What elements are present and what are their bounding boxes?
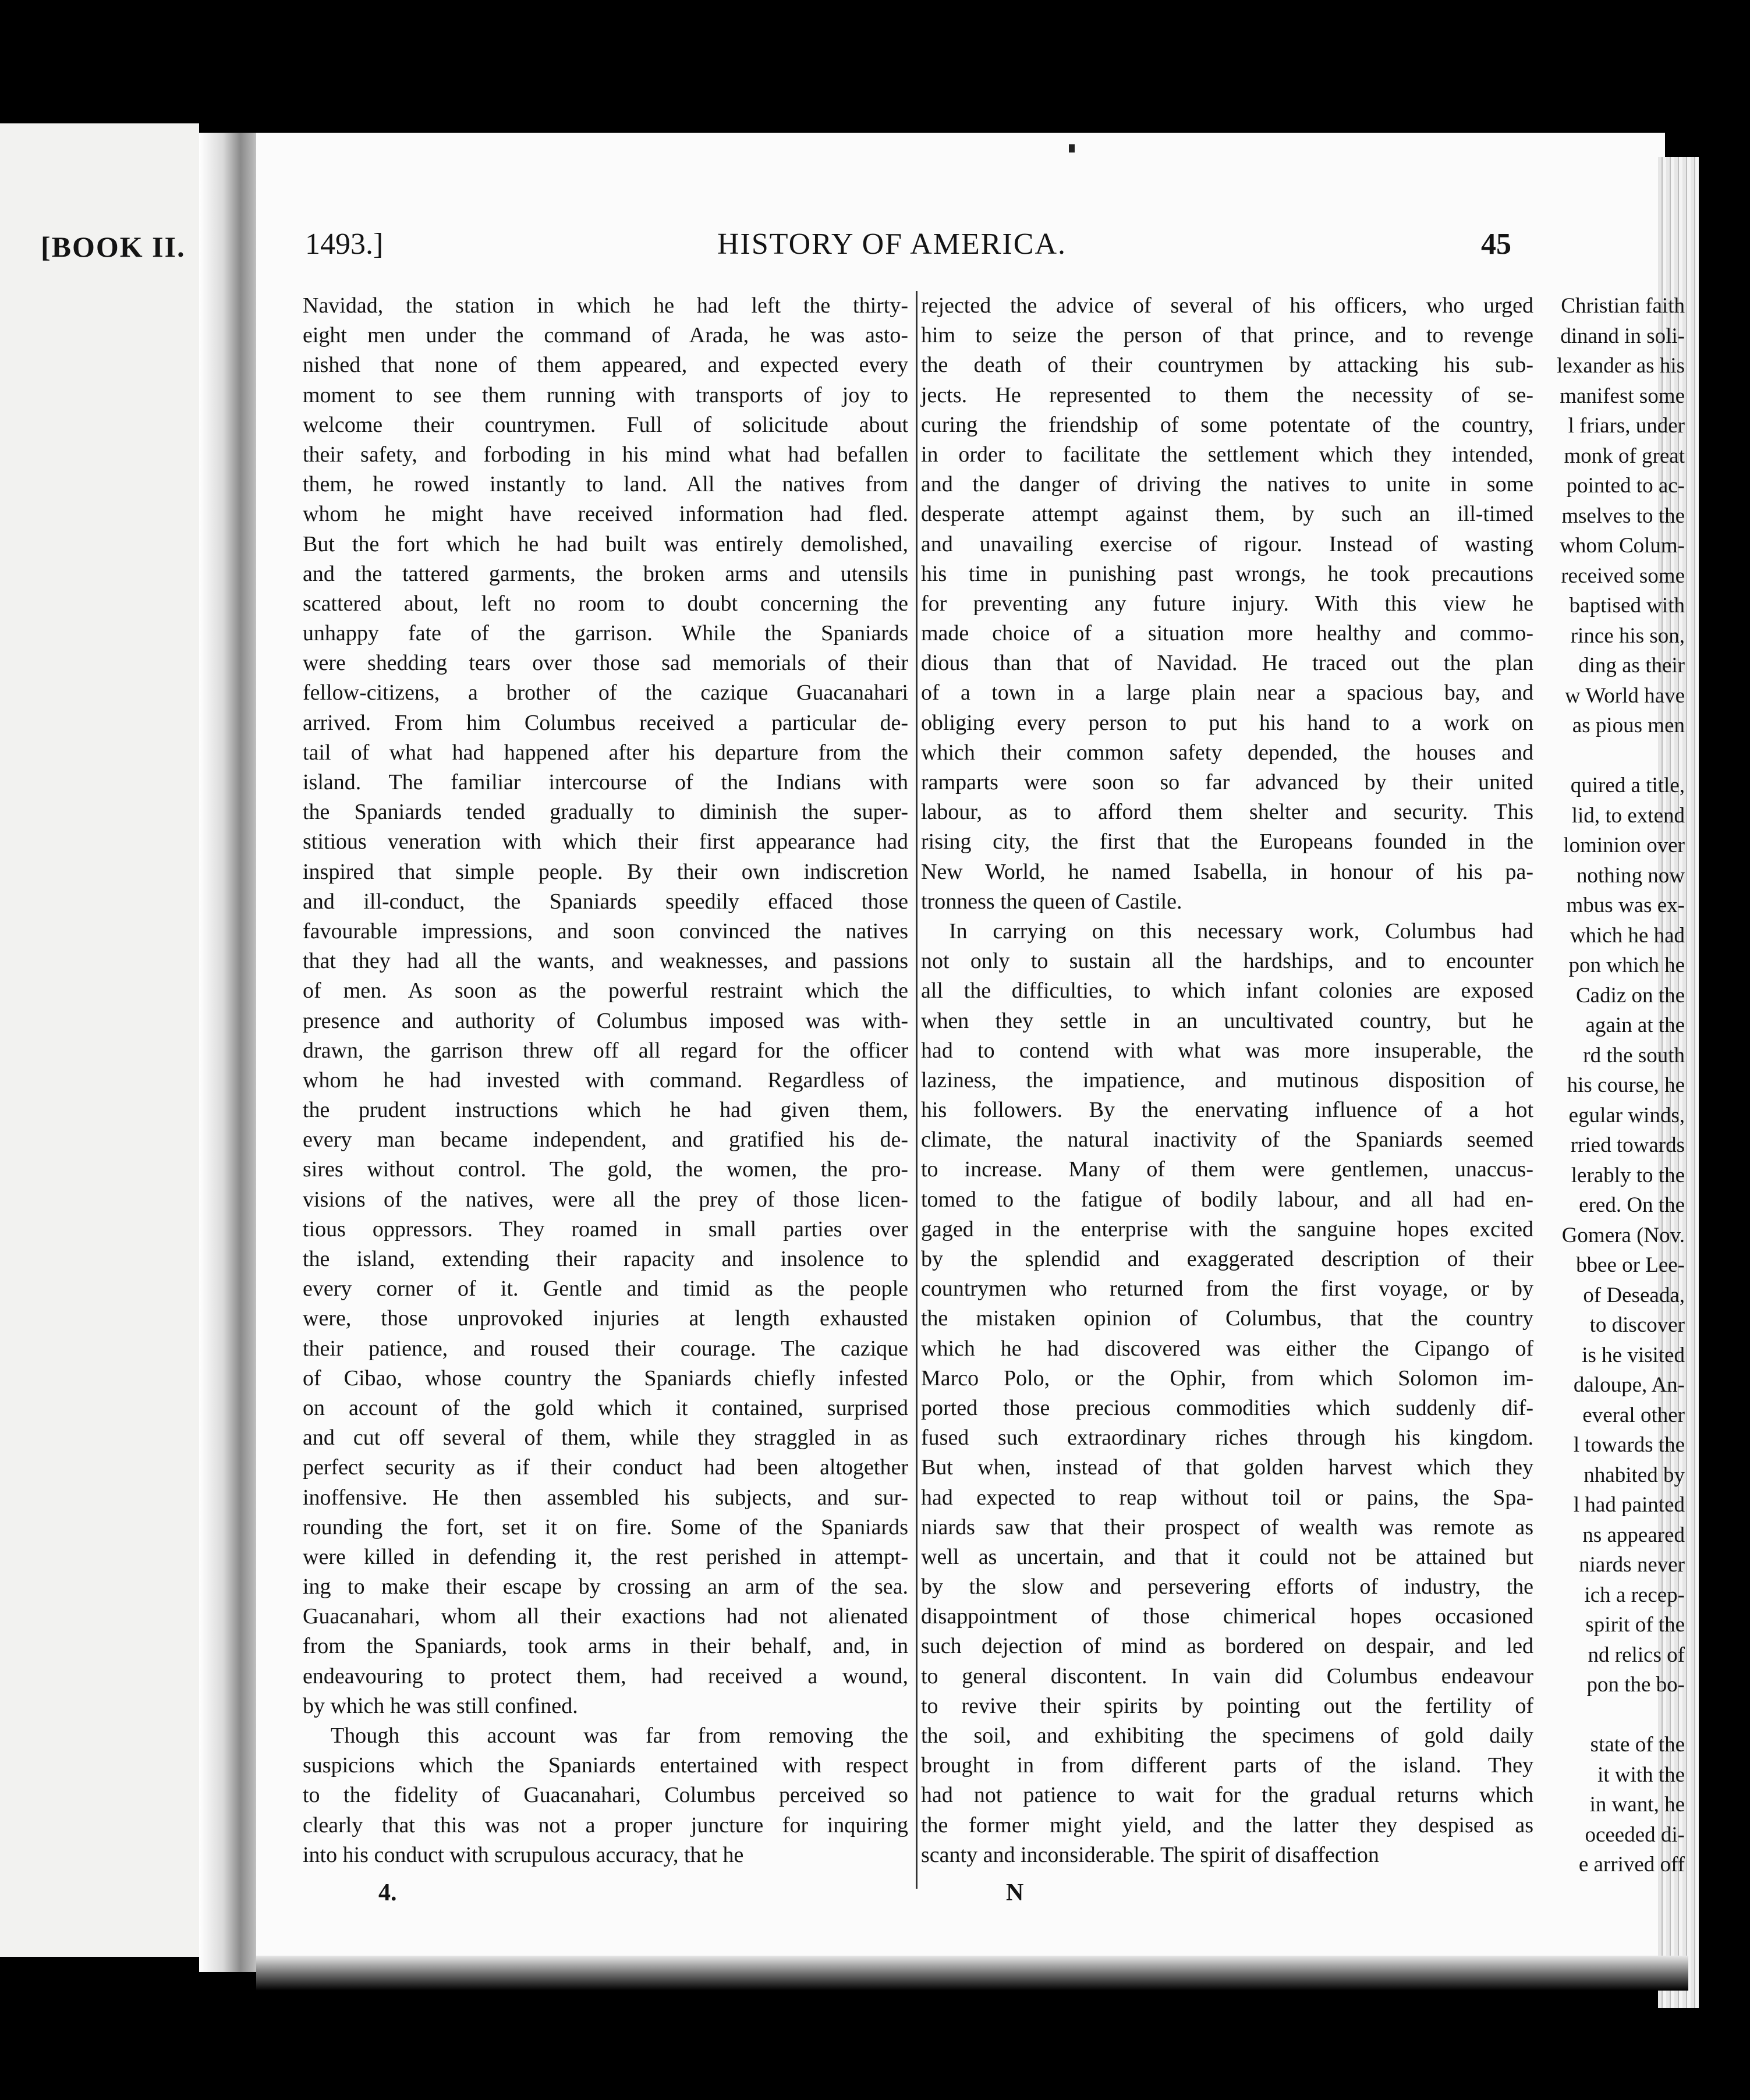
text-line: dious than that of Navidad. He traced out the plan (921, 651, 1533, 676)
text-line: ramparts were soon so far advanced by their united (921, 770, 1533, 794)
left-page-text (1510, 291, 1685, 1880)
text-line: to increase. Many of them were gentlemen, unaccus- (921, 1157, 1533, 1182)
text-line: of a town in a large plain near a spacious bay, and (921, 680, 1533, 705)
left-page-line: lominion over (1563, 833, 1685, 857)
text-line: Though this account was far from removing the (331, 1723, 908, 1748)
left-page-line: w World have (1565, 683, 1685, 708)
text-line: which he had discovered was either the Cipango of (921, 1336, 1533, 1361)
left-page-line: manifest some (1560, 384, 1685, 408)
text-line: tail of what had happened after his departure from the (303, 740, 908, 765)
text-line: nished that none of them appeared, and expected every (303, 353, 908, 378)
text-line: and cut off several of them, while they straggled in as (303, 1425, 908, 1450)
text-line: In carrying on this necessary work, Columbus had (949, 918, 1533, 943)
text-line: of men. As soon as the powerful restraint which the (303, 978, 908, 1003)
left-page-line: daloupe, An- (1573, 1373, 1685, 1397)
text-line: sires without control. The gold, the women, the pro- (303, 1157, 908, 1182)
left-page-line: egular winds, (1568, 1103, 1685, 1127)
text-line: jects. He represented to them the necessity of se- (921, 382, 1533, 407)
text-line: the soil, and exhibiting the specimens of gold daily (921, 1723, 1533, 1748)
left-page-line: again at the (1585, 1013, 1685, 1037)
left-page-line: pointed to ac- (1566, 474, 1685, 498)
left-page-fragment (0, 123, 199, 1957)
text-line: endeavouring to protect them, had received a wound, (303, 1663, 908, 1688)
left-page-line: of Deseada, (1583, 1283, 1685, 1307)
left-page-line: niards never (1579, 1553, 1685, 1577)
left-page-line: ding as their (1578, 654, 1685, 677)
text-line: into his conduct with scrupulous accuracy, that he (303, 1842, 744, 1867)
left-page-line: Christian faith (1561, 294, 1685, 318)
text-line: rejected the advice of several of his officers, who urged (921, 293, 1533, 318)
text-line: curing the friendship of some potentate of the country, (921, 412, 1533, 437)
text-line: well as uncertain, and that it could not be attained but (921, 1544, 1533, 1569)
text-line: rounding the fort, set it on fire. Some of the Spaniards (303, 1514, 908, 1539)
text-line: that they had all the wants, and weaknesses, and passions (303, 949, 908, 974)
text-line: brought in from different parts of the island. They (921, 1753, 1533, 1778)
text-line: their patience, and roused their courage. The cazique (303, 1336, 908, 1361)
text-line: gaged in the enterprise with the sanguine hopes excited (921, 1216, 1533, 1241)
text-line: of Cibao, whose country the Spaniards chiefly infested (303, 1365, 908, 1390)
text-line: which their common safety depended, the houses and (921, 740, 1533, 765)
text-line: had to contend with what was more insuperable, the (921, 1038, 1533, 1063)
text-line: were, those unprovoked injuries at length exhausted (303, 1306, 908, 1331)
left-page-line: l friars, under (1568, 414, 1685, 438)
left-page-line: bbee or Lee- (1576, 1253, 1685, 1277)
text-line: every man became independent, and gratified his de- (303, 1127, 908, 1152)
text-line: inspired that simple people. By their own indiscretion (303, 859, 908, 884)
left-page-line: as pious men (1572, 714, 1685, 737)
left-page-line: lid, to extend (1571, 803, 1685, 828)
left-page-line: baptised with (1569, 594, 1685, 618)
text-line: favourable impressions, and soon convinced the natives (303, 918, 908, 943)
page-bottom-shadow (256, 1956, 1688, 1991)
page-number: 45 (1481, 228, 1511, 261)
left-page-line: ich a recep- (1584, 1583, 1685, 1607)
text-line: and the danger of driving the natives to unite in some (921, 472, 1533, 497)
left-page-line: l towards the (1573, 1433, 1685, 1457)
left-page-line: whom Colum- (1560, 534, 1685, 558)
left-page-header: [BOOK II. (41, 230, 186, 263)
text-line: inoffensive. He then assembled his subjects, and sur- (303, 1485, 908, 1510)
left-page-line: nothing now (1576, 863, 1685, 888)
text-line: and ill-conduct, the Spaniards speedily effaced those (303, 889, 908, 914)
text-line: had expected to reap without toil or pains, the Spa- (921, 1485, 1533, 1510)
text-line: his followers. By the enervating influence of a hot (921, 1098, 1533, 1123)
text-line: ing to make their escape by crossing an arm of the sea. (303, 1574, 908, 1599)
text-line: drawn, the garrison threw off all regard for the officer (303, 1038, 908, 1063)
left-page-line: his course, he (1567, 1073, 1685, 1097)
text-line: tious oppressors. They roamed in small parties over (303, 1216, 908, 1241)
text-line: made choice of a situation more healthy and commo- (921, 621, 1533, 646)
text-line: ported those precious commodities which suddenly dif- (921, 1395, 1533, 1420)
signature-letter: N (1006, 1879, 1024, 1906)
text-line: every corner of it. Gentle and timid as the people (303, 1276, 908, 1301)
left-page-line: Cadiz on the (1575, 983, 1685, 1008)
running-head-title: HISTORY OF AMERICA. (717, 228, 1067, 261)
text-line: disappointment of those chimerical hopes occasioned (921, 1604, 1533, 1629)
text-line: them, he rowed instantly to land. All the natives from (303, 472, 908, 497)
left-page-line: received some (1561, 563, 1685, 588)
text-line: fused such extraordinary riches through his kingdom. (921, 1425, 1533, 1450)
text-line: by the slow and persevering efforts of industry, the (921, 1574, 1533, 1599)
text-line: tomed to the fatigue of bodily labour, and all had en- (921, 1187, 1533, 1212)
left-page-line: everal other (1582, 1403, 1685, 1427)
text-line: countrymen who returned from the first voyage, or by (921, 1276, 1533, 1301)
left-page-line: Gomera (Nov. (1561, 1223, 1685, 1247)
text-line: perfect security as if their conduct had been altogether (303, 1455, 908, 1480)
text-line: island. The familiar intercourse of the Indians with (303, 770, 908, 794)
left-page-line (1510, 741, 1685, 771)
text-column-left (303, 291, 908, 1870)
text-line: scattered about, left no room to doubt concerning the (303, 591, 908, 616)
left-page-line: to discover (1589, 1313, 1685, 1337)
text-line: laziness, the impatience, and mutinous disposition of (921, 1067, 1533, 1092)
left-page-line: lexander as his (1557, 354, 1685, 378)
text-line: whom he might have received information had fled. (303, 502, 908, 527)
text-line: desperate attempt against them, by such an ill-timed (921, 502, 1533, 527)
left-page-line (1510, 1700, 1685, 1730)
text-line: had not patience to wait for the gradual returns which (921, 1783, 1533, 1808)
text-line: obliging every person to put his hand to a work on (921, 710, 1533, 735)
left-page-line: e arrived off (1578, 1853, 1685, 1876)
left-page-line: ns appeared (1582, 1523, 1685, 1547)
text-line: the Spaniards tended gradually to diminish the super- (303, 800, 908, 825)
text-line: when they settle in an uncultivated country, but he (921, 1008, 1533, 1033)
left-page-line: in want, he (1589, 1793, 1685, 1817)
text-line: eight men under the command of Arada, he was asto- (303, 323, 908, 348)
text-line: all the difficulties, to which infant colonies are exposed (921, 978, 1533, 1003)
left-page-line: rd the south (1583, 1043, 1685, 1067)
text-line: visions of the natives, were all the prey of those licen- (303, 1187, 908, 1212)
text-line: fellow-citizens, a brother of the cazique Guacanahari (303, 680, 908, 705)
left-page-line: is he visited (1582, 1343, 1685, 1367)
text-line: niards saw that their prospect of wealth was remote as (921, 1514, 1533, 1539)
text-line: on account of the gold which it contained, surprised (303, 1395, 908, 1420)
text-line: not only to sustain all the hardships, and to encounter (921, 949, 1533, 974)
text-line: the former might yield, and the latter they despised as (921, 1812, 1533, 1838)
text-line: and unavailing exercise of rigour. Instead of wasting (921, 531, 1533, 556)
text-line: rising city, the first that the Europeans founded in the (921, 829, 1533, 854)
text-line: the death of their countrymen by attacking his sub- (921, 353, 1533, 378)
text-line: and the tattered garments, the broken arms and utensils (303, 561, 908, 586)
text-line: by which he was still confined. (303, 1693, 578, 1718)
running-head-year: 1493.] (305, 228, 384, 261)
text-line: from the Spaniards, took arms in their behalf, and, in (303, 1634, 908, 1659)
left-page-line: ered. On the (1579, 1193, 1685, 1217)
left-page-line: quired a title, (1570, 774, 1685, 797)
text-line: his time in punishing past wrongs, he took precautions (921, 561, 1533, 586)
left-page-line: it with the (1597, 1762, 1685, 1787)
left-page-line: monk of great (1564, 444, 1685, 468)
text-line: arrived. From him Columbus received a particular de- (303, 710, 908, 735)
text-line: such dejection of mind as bordered on despair, and led (921, 1634, 1533, 1659)
text-line: the prudent instructions which he had given them, (303, 1098, 908, 1123)
text-line: welcome their countrymen. Full of solicitude about (303, 412, 908, 437)
left-page-line: rince his son, (1570, 623, 1685, 648)
text-line: stitious veneration with which their first appearance had (303, 829, 908, 854)
left-page-line: l had painted (1573, 1493, 1685, 1517)
text-line: to revive their spirits by pointing out the fertility of (921, 1693, 1533, 1718)
text-line: were killed in defending it, the rest perished in attempt- (303, 1544, 908, 1569)
text-line: labour, as to afford them shelter and security. This (921, 800, 1533, 825)
left-page-line: lerably to the (1571, 1163, 1685, 1187)
text-line: Guacanahari, whom all their exactions had not alienated (303, 1604, 908, 1629)
left-page-line: dinand in soli- (1560, 324, 1685, 348)
text-line: him to seize the person of that prince, and to revenge (921, 323, 1533, 348)
text-line: But the fort which he had built was entirely demolished, (303, 531, 908, 556)
text-line: by the splendid and exaggerated description of their (921, 1247, 1533, 1271)
column-rule (916, 291, 917, 1889)
text-line: to the fidelity of Guacanahari, Columbus perceived so (303, 1783, 908, 1808)
text-line: Marco Polo, or the Ophir, from which Solomon im- (921, 1365, 1533, 1390)
left-page-line: spirit of the (1585, 1613, 1685, 1637)
text-line: the island, extending their rapacity and insolence to (303, 1247, 908, 1271)
text-line: their safety, and forboding in his mind what had befallen (303, 442, 908, 467)
text-line: were shedding tears over those sad memorials of their (303, 651, 908, 676)
text-line: scanty and inconsiderable. The spirit of disaffection (921, 1842, 1379, 1867)
left-page-line: pon which he (1568, 953, 1685, 977)
left-page-line: mselves to the (1561, 503, 1685, 528)
text-line: tronness the queen of Castile. (921, 889, 1182, 914)
ink-mark (1069, 144, 1075, 152)
text-line: unhappy fate of the garrison. While the Spaniards (303, 621, 908, 646)
left-page-line: nd relics of (1588, 1643, 1685, 1667)
text-line: New World, he named Isabella, in honour of his pa- (921, 859, 1533, 884)
text-line: presence and authority of Columbus imposed was with- (303, 1008, 908, 1033)
text-line: in order to facilitate the settlement which they intended, (921, 442, 1533, 467)
left-page-line: mbus was ex- (1566, 893, 1685, 917)
text-line: climate, the natural inactivity of the Spaniards seemed (921, 1127, 1533, 1152)
text-line: But when, instead of that golden harvest which they (921, 1455, 1533, 1480)
left-page-line: state of the (1590, 1733, 1685, 1757)
text-line: suspicions which the Spaniards entertained with respect (303, 1753, 908, 1778)
left-page-line: pon the bo- (1586, 1673, 1685, 1697)
left-page-line: rried towards (1570, 1133, 1685, 1157)
text-line: moment to see them running with transports of joy to (303, 382, 908, 407)
text-line: the mistaken opinion of Columbus, that the country (921, 1306, 1533, 1331)
signature-number: 4. (378, 1879, 397, 1906)
text-column-right (921, 291, 1533, 1870)
left-page-line: oceeded di- (1585, 1822, 1685, 1847)
left-page-line: nhabited by (1583, 1463, 1685, 1487)
text-line: whom he had invested with command. Regardless of (303, 1067, 908, 1092)
text-line: Navidad, the station in which he had left the thirty- (303, 293, 908, 318)
text-line: for preventing any future injury. With this view he (921, 591, 1533, 616)
text-line: clearly that this was not a proper juncture for inquiring (303, 1812, 908, 1838)
left-page-line: which he had (1570, 923, 1685, 948)
text-line: to general discontent. In vain did Columbus endeavour (921, 1663, 1533, 1688)
